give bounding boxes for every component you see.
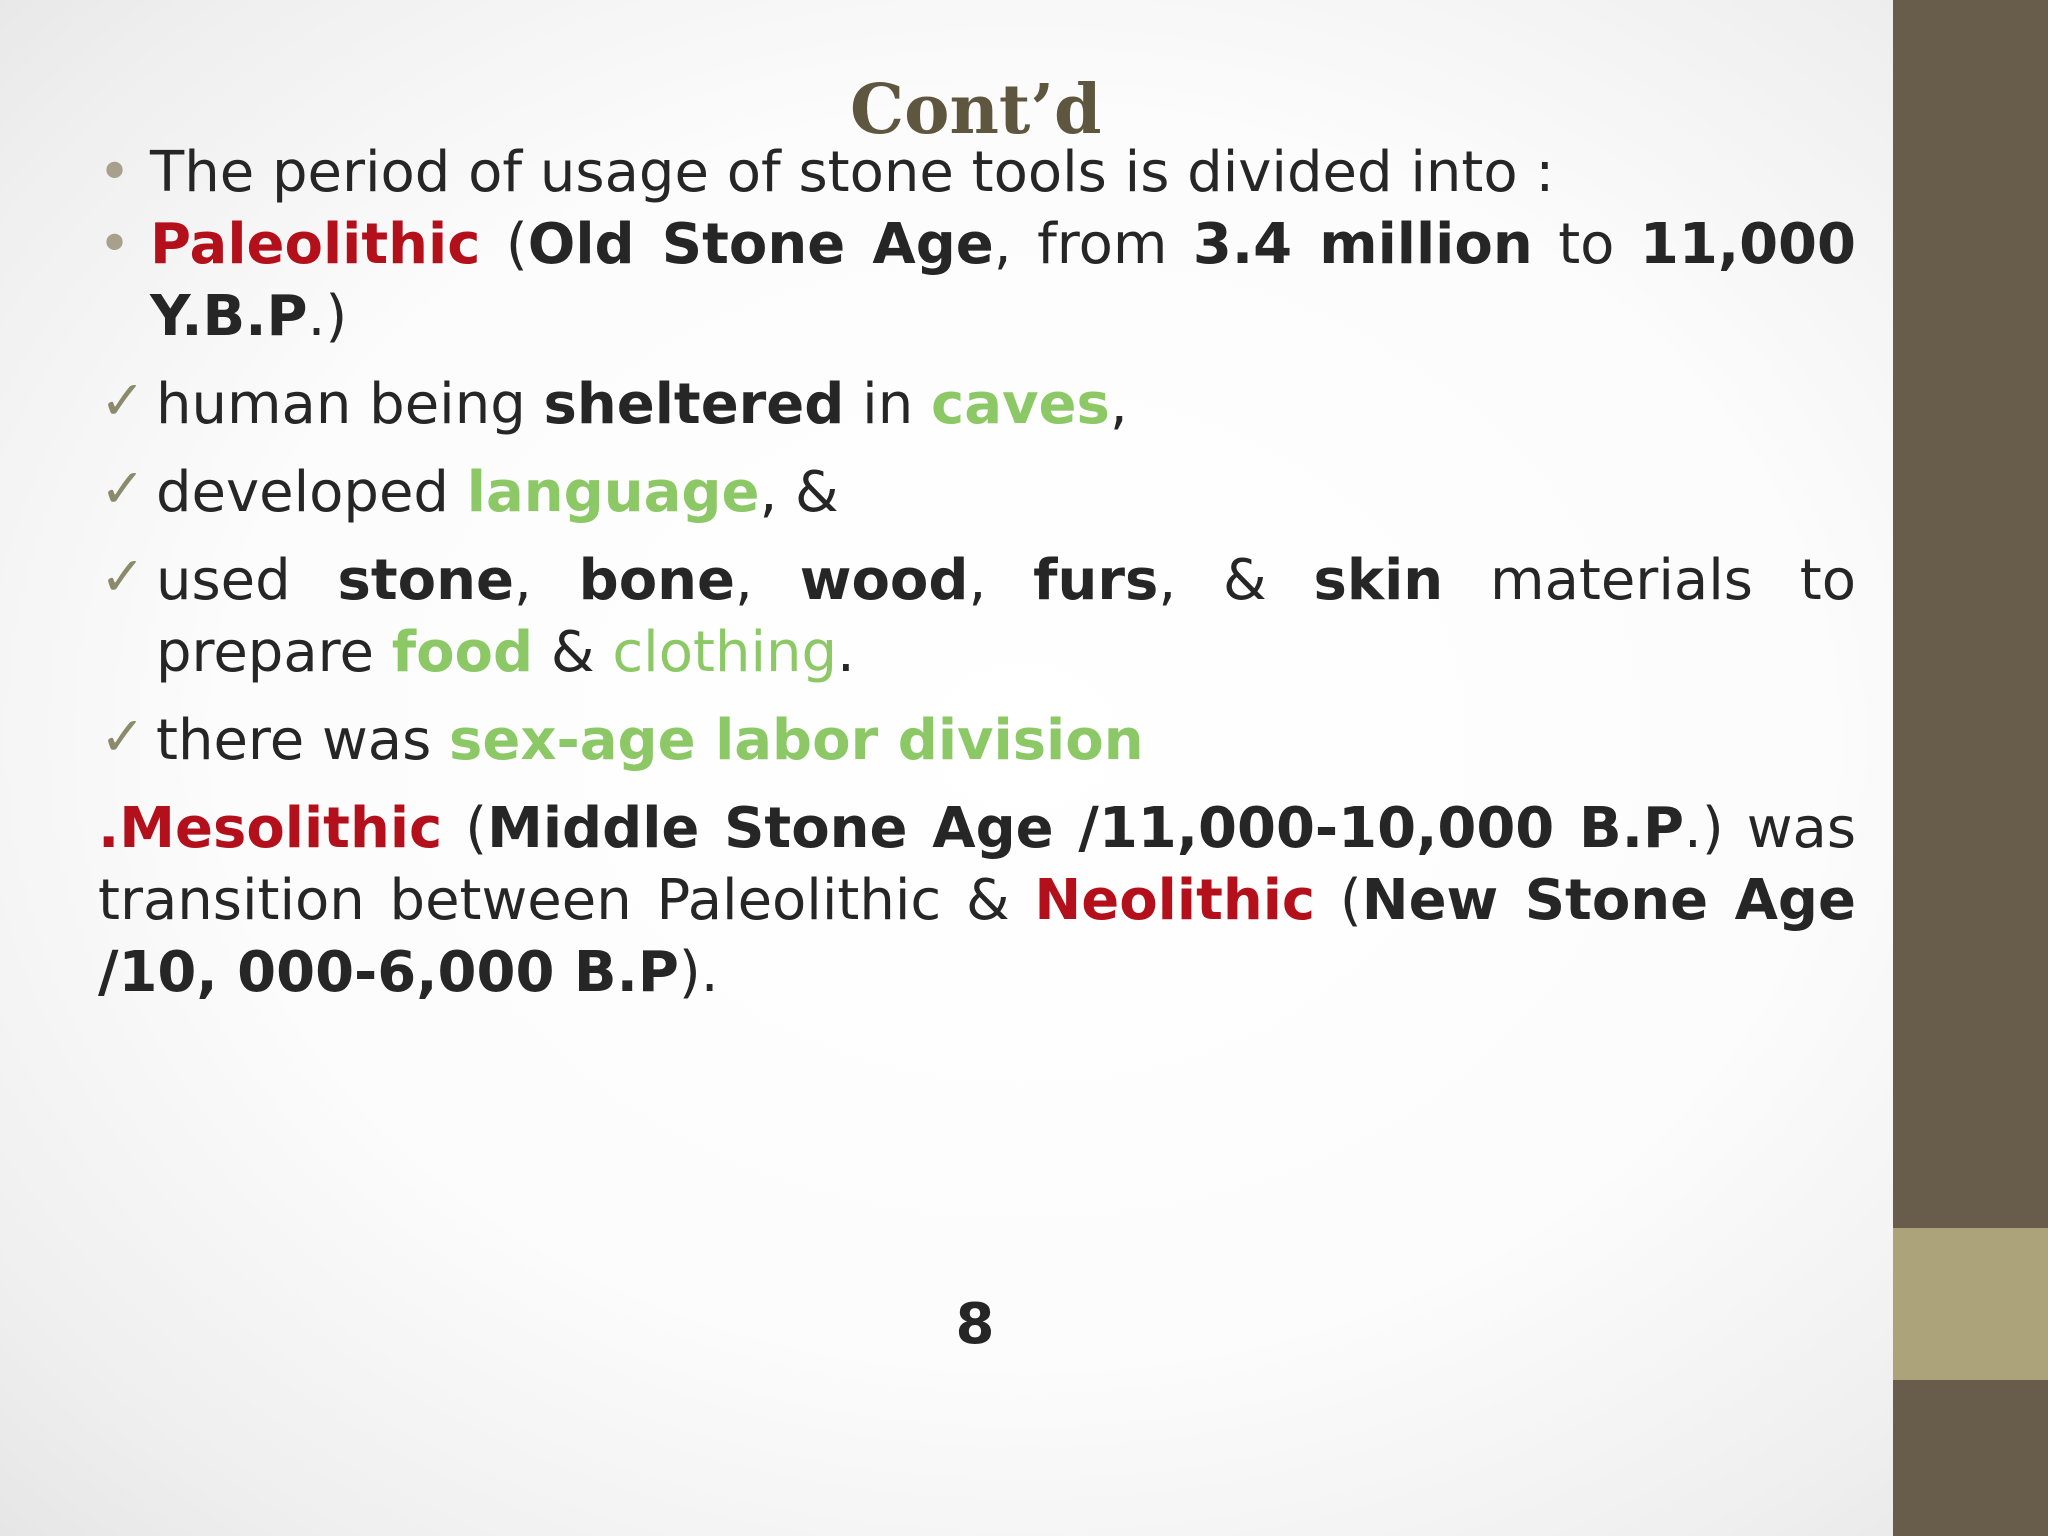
materials-mid: materials to prepare [156,548,1857,685]
separator: , [968,548,1034,613]
shelter-post: , [1109,372,1128,437]
ampersand: & [533,620,613,685]
wood-word: wood [799,548,969,613]
labor-division-phrase: sex-age labor division [449,708,1144,773]
separator: , & [1158,548,1314,613]
clothing-word: clothing [612,620,838,685]
checkmark-icon: ✓ [100,457,146,520]
from-text: , from [993,212,1193,277]
separator: , [513,548,579,613]
caves-word: caves [931,372,1110,437]
skin-word: skin [1313,548,1444,613]
paleolithic-end: 11,000 Y.B.P [150,212,1856,349]
shelter-text: human being [156,372,544,437]
materials-post: . [837,620,855,685]
paren-open: ( [1315,868,1362,933]
neolithic-term: Neolithic [1034,868,1316,933]
mesolithic-age: Middle Stone Age /11,000-10,000 B.P [487,796,1685,861]
bone-word: bone [578,548,736,613]
paleolithic-start: 3.4 million [1192,212,1533,277]
check-item-materials [98,545,1856,689]
food-word: food [391,620,534,685]
separator: , [735,548,800,613]
language-post: , & [759,460,839,525]
paleolithic-term: Paleolithic [150,212,481,277]
language-text: developed [156,460,467,525]
checkmark-icon: ✓ [100,705,146,768]
checkmark-icon: ✓ [100,369,146,432]
checkmark-icon: ✓ [100,545,146,608]
language-word: language [466,460,760,525]
intro-text: The period of usage of stone tools is divided into : [150,140,1555,205]
check-item-division [98,705,1856,777]
slide-title: Cont’d [850,70,1102,150]
bullet-intro [98,137,1856,209]
bullet-marker: • [98,212,132,277]
mesolithic-paragraph [98,793,1856,1009]
bullet-paleolithic [98,209,1856,353]
page-number: 8 [955,1292,995,1357]
check-item-shelter [98,369,1856,441]
paren-open: ( [442,796,488,861]
stone-word: stone [337,548,514,613]
slide-content [98,137,1856,1009]
neolithic-age: New Stone Age /10, 000-6,000 B.P [98,868,1856,1005]
paren-close: ). [678,940,719,1005]
paren-close: .) [307,284,348,349]
bullet-marker: • [98,140,132,205]
sheltered-word: sheltered [543,372,845,437]
to-text: to [1532,212,1640,277]
mesolithic-term: .Mesolithic [98,796,443,861]
check-item-language [98,457,1856,529]
paleolithic-age: Old Stone Age [527,212,994,277]
shelter-mid: in [844,372,932,437]
mesolithic-mid: .) was transition between Paleolithic & [98,796,1856,933]
division-text: there was [156,708,450,773]
paren-open: ( [480,212,528,277]
sidebar-accent-band [1893,1228,2048,1380]
materials-text: used [156,548,338,613]
furs-word: furs [1033,548,1159,613]
